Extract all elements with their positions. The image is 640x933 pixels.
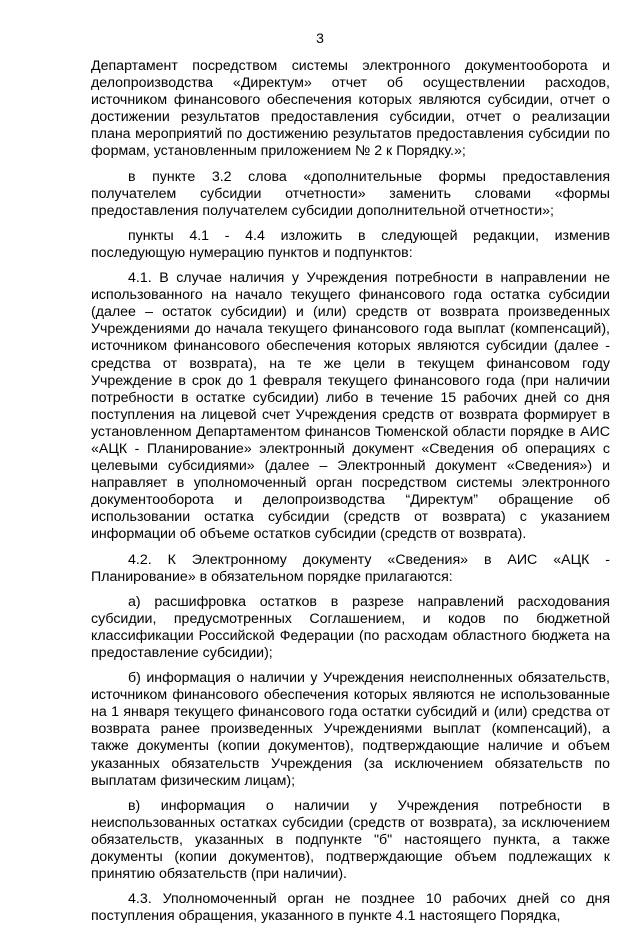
paragraph-continuation: Департамент посредством системы электронного документооборота и делопроизводства «Директум» отчет об осуществлении расходов, источником финансового обеспечения которых являются субсидии, отчет о достижении результатов предоставления субсидии, отчет о реализации плана мероприятий по достижению результатов предоставления субсидии по формам, установленным приложением № 2 к Порядку.»; [91, 58, 610, 160]
paragraph-4-2: 4.2. К Электронному документу «Сведения» в АИС «АЦК - Планирование» в обязательном порядке прилагаются: [91, 551, 610, 585]
paragraph-4-2-b: б) информация о наличии у Учреждения неисполненных обязательств, источником финансового обеспечения которых являются не использованные на 1 января текущего финансового года остатки субсидий и (или) средства от возврата ранее произведенных Учреждениями выплат (компенсаций), а также документы (копии документов), подтверждающие наличие и объем указанных обязательств Учреждения (за исключением обязательств по выплатам физическим лицам); [91, 670, 610, 789]
paragraph-4-3: 4.3. Уполномоченный орган не позднее 10 рабочих дней со дня поступления обращения, указанного в пункте 4.1 настоящего Порядка, [91, 891, 610, 925]
document-body [91, 58, 610, 933]
page-number: 3 [316, 30, 324, 46]
paragraph-item-3-2: в пункте 3.2 слова «дополнительные формы предоставления получателем субсидии отчетности» заменить словами «формы предоставления получателем субсидии дополнительной отчетности»; [91, 168, 610, 219]
paragraph-items-4-1-4-4: пункты 4.1 - 4.4 изложить в следующей редакции, изменив последующую нумерацию пунктов и подпунктов: [91, 227, 610, 261]
paragraph-4-2-a: а) расшифровка остатков в разрезе направлений расходования субсидии, предусмотренных Соглашением, и кодов по бюджетной классификации Российской Федерации (по расходам областного бюджета на предоставление субсидии); [91, 593, 610, 661]
paragraph-4-2-v: в) информация о наличии у Учреждения потребности в неиспользованных остатках субсидии (средств от возврата), за исключением обязательств, указанных в подпункте "б" настоящего пункта, а также документы (копии документов), подтверждающие объем подлежащих к принятию обязательств (при наличии). [91, 797, 610, 883]
paragraph-4-1: 4.1. В случае наличия у Учреждения потребности в направлении не использованного на начало текущего финансового года остатка субсидии (далее – остаток субсидии) и (или) средств от возврата произведенных Учреждениями до начала текущего финансового года выплат (компенсаций), источником финансового обеспечения которых являются субсидии (далее - средства от возврата), на те же цели в текущем финансовом году Учреждение в срок до 1 февраля текущего финансового года (при наличии потребности в остатке субсидии) либо в течение 15 рабочих дней со дня поступления на лицевой счет Учреждения средств от возврата формирует в установленном Департаментом финансов Тюменской области порядке в АИС «АЦК - Планирование» электронный документ «Сведения об операциях с целевыми субсидиями» (далее – Электронный документ «Сведения») и направляет в уполномоченный орган посредством системы электронного документооборота и делопроизводства “Директум” обращение об использовании остатка субсидии (средств от возврата) с указанием информации об объеме остатков субсидии (средств от возврата). [91, 270, 610, 543]
